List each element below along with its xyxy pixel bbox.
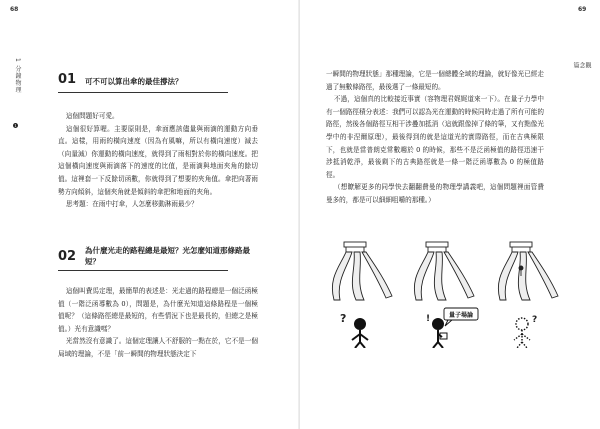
gate-left [344,242,366,247]
q1-paragraph: 思考題：在雨中打傘，人怎麼移動淋雨最少？ [65,200,198,209]
gate-middle [426,242,448,247]
badge-dot: 1 [14,123,17,128]
speech-bubble-text: 量子場論 [448,312,474,319]
question-1-rule [58,92,228,93]
right-page [300,0,600,429]
question-2-title-line1: 為什麼光走的路程總是最短？光怎麼知道那條路最 [85,246,250,255]
right-paragraph: 一瞬間的物理狀態」那種理論，它是一個總體全域的理論，就好像光已經走過了無數條路徑，最後選了一條最短的。 [326,70,544,91]
question-1-title: 可不可以算出傘的最佳撐法？ [85,77,183,86]
question-2-rule [58,270,228,271]
running-head-text: 1 分鐘物理 [14,58,21,94]
path-illustration [326,238,566,348]
q2-paragraph: 光當然沒有意識了。這個定理讓人不舒服的一點在於，它不是一個局域的理論，不是「前一瞬間的物理狀態決定下 [58,337,258,358]
question-2-title-line2: 短？ [85,257,100,266]
road-group-right [498,242,558,300]
idea-mark: ! [426,314,431,324]
right-paragraph: 不過，這個真的比較接近事實（容物理君娓娓道來一下）。在量子力學中有一個路徑積分表述：我們可以認為光在運動的時候同時走過了所有可能的路徑，然後各個路徑互相干涉疊加抵消（這就跟像掉了條的筆，又有點像光學中的非涅爾原理），最後得到的就是這道光的實際路徑，而在古典極限下，也就是當普朗克常數趨於 0 的時候，那些不是泛函極值的路徑迅速干涉抵消乾淨，最後剩下的古典路徑就是一條一階泛函導數為 0 的極值路徑。 [326,95,544,179]
question-1-body [58,110,258,211]
stick-figure-middle [426,308,478,348]
question-1-number: 01 [58,72,77,87]
q1-paragraph: 這個很好算喔。主要原則是，傘面應該儘量與雨滴的運動方向垂直。這樣，用雨的橫向速度（因為有風嘛，所以有橫向速度）減去（向量減）你運動的橫向速度，就得到了雨相對於你的橫向速度。把這個橫向速度與雨滴落下的速度的比值，是雨滴與地面夾角的餘切值。這裡套一下反餘切函數，你就得到了想要的夾角值。傘把向著雨勢方向傾斜，這個夾角就是傾斜的傘把和地面的夾角。 [58,124,258,196]
question-2-number: 02 [58,249,77,264]
right-body [326,68,544,207]
stick-figure-left [340,312,368,348]
running-head-badge [13,112,18,131]
question-2-body [58,285,258,361]
right-paragraph: （想瞭解更多的同學快去翻翻費曼的物理學講義吧，這個問題裡面管費曼多的，都是可以細細咀嚼的那種。） [326,183,544,204]
q1-paragraph: 這個問題好可愛。 [65,112,119,120]
question-2-title [85,245,265,267]
side-label: 觀 念 篇 [572,62,591,69]
stick-figure-right [514,318,530,348]
running-head [14,58,20,94]
page-number-right: 69 [578,6,587,13]
road-group-left [332,242,392,300]
q2-paragraph: 這個叫費馬定理，最簡單的表述是：光走過的路程總是一個泛函極值（一階泛函導數為 0），問題是，為什麼光知道這條路程是一個極值呢？（這條路徑總是最短的，有些情況下也是最長的，但總之是極值。）光有意識嗎？ [58,287,258,333]
gate-right [510,242,532,247]
question-mark-left: ? [340,312,347,325]
road-group-middle [414,242,474,300]
page-number-left: 68 [10,6,19,13]
question-mark-right: ? [532,315,538,325]
